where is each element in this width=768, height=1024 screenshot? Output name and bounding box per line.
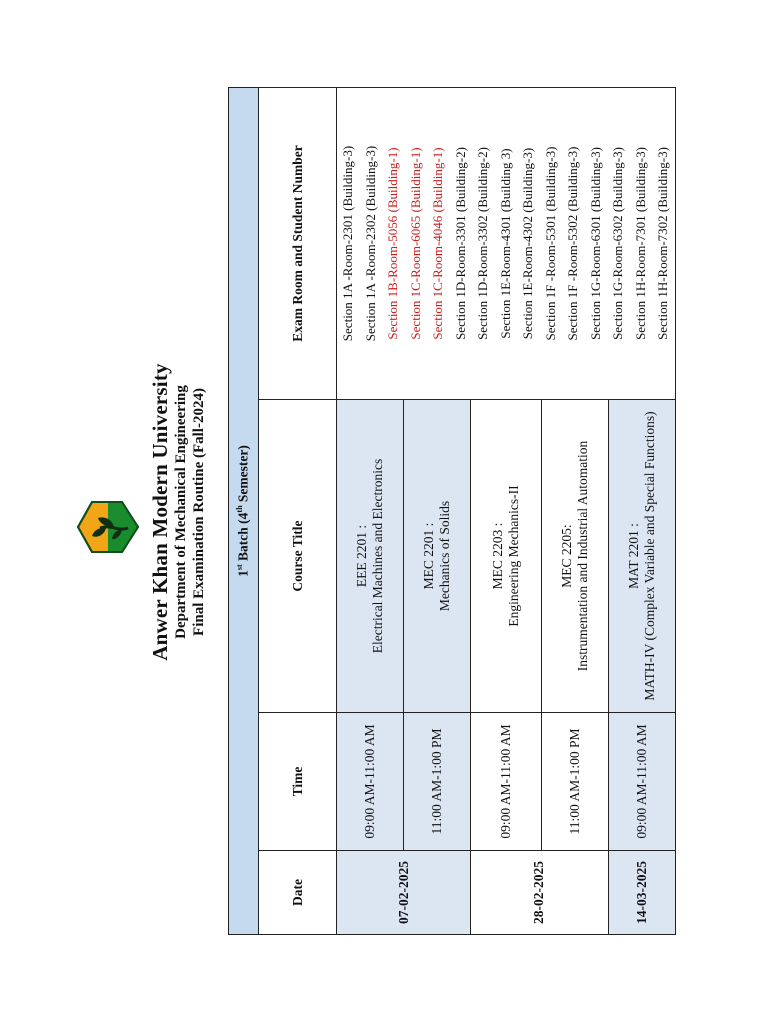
- university-logo-icon: [76, 500, 140, 554]
- room-line: Section 1D-Room-3301 (Building-2): [452, 147, 468, 340]
- exam-time: 11:00 AM-1:00 PM: [541, 713, 608, 851]
- department-name: Department of Mechanical Engineering: [173, 385, 189, 639]
- course-cell: [404, 400, 471, 713]
- table-row: [337, 88, 404, 935]
- room-line: Section 1H-Room-7301 (Building-3): [632, 147, 648, 340]
- room-line: Section 1F -Room-5302 (Building-3): [565, 146, 580, 341]
- exam-time: 11:00 AM-1:00 PM: [404, 713, 471, 851]
- exam-date: 28-02-2025: [471, 851, 609, 935]
- course-code: MEC 2205:: [558, 524, 574, 588]
- room-line: Section 1A -Room-2302 (Building-3): [362, 145, 378, 342]
- room-line: Section 1H-Room-7302 (Building-3): [655, 147, 670, 340]
- column-header-room: Exam Room and Student Number: [259, 88, 337, 400]
- exam-time: 09:00 AM-11:00 AM: [608, 713, 675, 851]
- room-line: Section 1G-Room-6302 (Building-3): [610, 147, 625, 340]
- university-name: Anwer Khan Modern University: [148, 363, 172, 661]
- exam-date: 07-02-2025: [337, 851, 471, 935]
- room-line: Section 1C-Room-4046 (Building-1): [430, 147, 445, 340]
- course-cell: [337, 400, 404, 713]
- room-line: Section 1E-Room-4302 (Building-3): [520, 147, 535, 340]
- exam-date: 14-03-2025: [608, 851, 675, 935]
- column-header-date: Date: [259, 851, 337, 935]
- room-line: Section 1B-Room-5056 (Building-1): [385, 147, 400, 340]
- course-name: Instrumentation and Industrial Automation: [574, 440, 590, 672]
- exam-time: 09:00 AM-11:00 AM: [471, 713, 542, 851]
- course-name: Engineering Mechanics-II: [505, 485, 521, 627]
- exam-room-list: [337, 88, 676, 400]
- course-cell: [471, 400, 542, 713]
- course-name: Electrical Machines and Electronics: [370, 458, 385, 654]
- course-code: EEE 2201 :: [354, 524, 369, 588]
- room-line: Section 1A -Room-2301 (Building-3): [340, 145, 355, 342]
- batch-title: 1st Batch (4th Semester): [229, 88, 259, 935]
- course-cell: [541, 400, 608, 713]
- room-line: Section 1C-Room-6065 (Building-1): [407, 147, 423, 340]
- exam-routine-table: [228, 87, 676, 935]
- course-cell: [608, 400, 675, 713]
- exam-time: 09:00 AM-11:00 AM: [337, 713, 404, 851]
- course-name: Mechanics of Solids: [437, 500, 452, 612]
- course-code: MAT 2201 :: [625, 523, 641, 589]
- column-header-time: Time: [259, 713, 337, 851]
- room-line: Section 1D-Room-3302 (Building-2): [475, 147, 490, 340]
- room-line: Section 1E-Room-4301 (Building 3): [497, 148, 513, 339]
- batch-header-row: [229, 88, 259, 935]
- column-header-course: Course Title: [259, 400, 337, 713]
- room-line: Section 1F -Room-5301 (Building-3): [542, 146, 558, 341]
- course-name: MATH-IV (Complex Variable and Special Functions): [641, 411, 657, 701]
- column-header-row: [259, 88, 337, 935]
- room-line: Section 1G-Room-6301 (Building-3): [587, 147, 603, 340]
- course-code: MEC 2203 :: [489, 522, 505, 590]
- course-code: MEC 2201 :: [421, 522, 436, 590]
- routine-title: Final Examination Routine (Fall-2024): [191, 388, 207, 636]
- room-lines: [337, 88, 675, 399]
